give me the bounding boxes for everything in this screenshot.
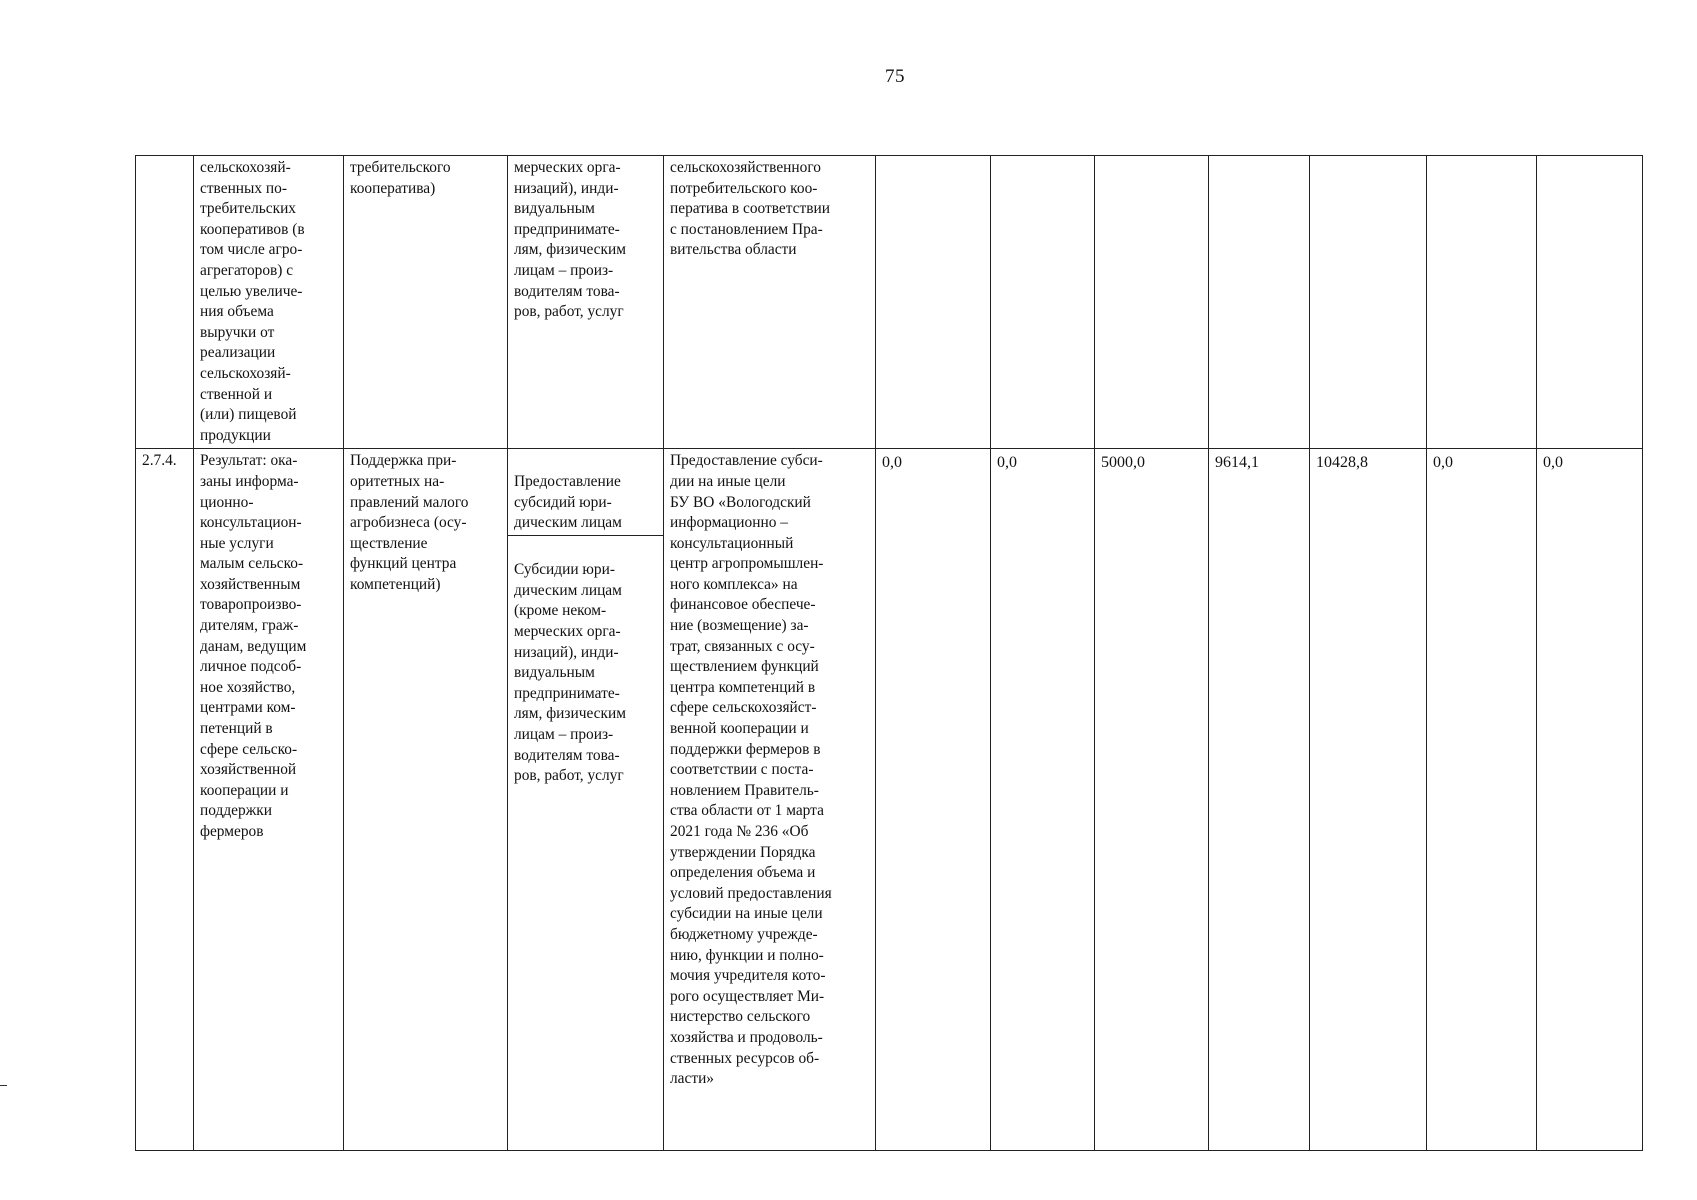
cell-direction: Поддержка при- оритетных на- правлений малого агробизнеса (осу- ществление функций центра компетенций)	[344, 449, 508, 1151]
cell-value-1	[876, 156, 991, 449]
cell-value-3: 5000,0	[1095, 449, 1209, 1151]
cell-value-5	[1310, 156, 1427, 449]
cell-result: Результат: ока- заны информа- ционно- консультацион- ные услуги малым сельско- хозяйственным товаропроизво- дителям, граж- данам, ведущим личное подсоб- ное хозяйство, центрами ком- петенций в сфере сельско- хозяйственной кооперации и поддержки фермеров	[194, 449, 344, 1151]
cell-value-1: 0,0	[876, 449, 991, 1151]
program-measures-table	[135, 155, 1643, 1151]
cell-number: 2.7.4.	[136, 449, 194, 1151]
table-row-2-7-4	[136, 449, 1643, 1151]
cell-value-6	[1427, 156, 1537, 449]
cell-number	[136, 156, 194, 449]
cell-value-4	[1209, 156, 1310, 449]
cell-value-2	[991, 156, 1095, 449]
cell-mechanism: мерческих орга- низаций), инди- видуальным предпринимате- лям, физическим лицам – произ- водителям това- ров, работ, услуг	[508, 156, 664, 449]
mechanism-part-2: Субсидии юри- дическим лицам (кроме неком- мерческих орга- низаций), инди- видуальным предпринимате- лям, физическим лицам – произ- водителям това- ров, работ, услуг	[514, 561, 626, 785]
cell-description: сельскохозяйственного потребительского коо- ператива в соответствии с постановлением Пра- вительства области	[664, 156, 876, 449]
page-number: 75	[885, 66, 905, 87]
cell-value-2: 0,0	[991, 449, 1095, 1151]
mechanism-part-1: Предоставление субсидий юри- дическим лицам	[508, 472, 663, 536]
cell-description: Предоставление субси- дии на иные цели БУ ВО «Вологодский информационно – консультационный центр агропромышлен- ного комплекса» на финансовое обеспече- ние (возмещение) за- трат, связанных с осу- ществлением функций центра компетенций в сфере сельскохозяйст- венной кооперации и поддержки фермеров в соответствии с поста- новлением Правитель- ства области от 1 марта 2021 года № 236 «Об утверждении Порядка определения объема и условий предоставления субсидии на иные цели бюджетному учрежде- нию, функции и полно- мочия учредителя кото- рого осуществляет Ми- нистерство сельского хозяйства и продоволь- ственных ресурсов об- ласти»	[664, 449, 876, 1151]
cell-mechanism	[508, 449, 664, 1151]
cell-value-7: 0,0	[1537, 449, 1643, 1151]
cell-value-7	[1537, 156, 1643, 449]
cell-value-5: 10428,8	[1310, 449, 1427, 1151]
table-row-continuation	[136, 156, 1643, 449]
cell-value-4: 9614,1	[1209, 449, 1310, 1151]
cell-value-6: 0,0	[1427, 449, 1537, 1151]
cell-result: сельскохозяй- ственных по- требительских кооперативов (в том числе агро- агрегаторов) с целью увеличе- ния объема выручки от реализации сельскохозяй- ственной и (или) пищевой продукции	[194, 156, 344, 449]
cell-direction: требительского кооператива)	[344, 156, 508, 449]
cell-value-3	[1095, 156, 1209, 449]
edge-mark	[0, 1085, 7, 1086]
